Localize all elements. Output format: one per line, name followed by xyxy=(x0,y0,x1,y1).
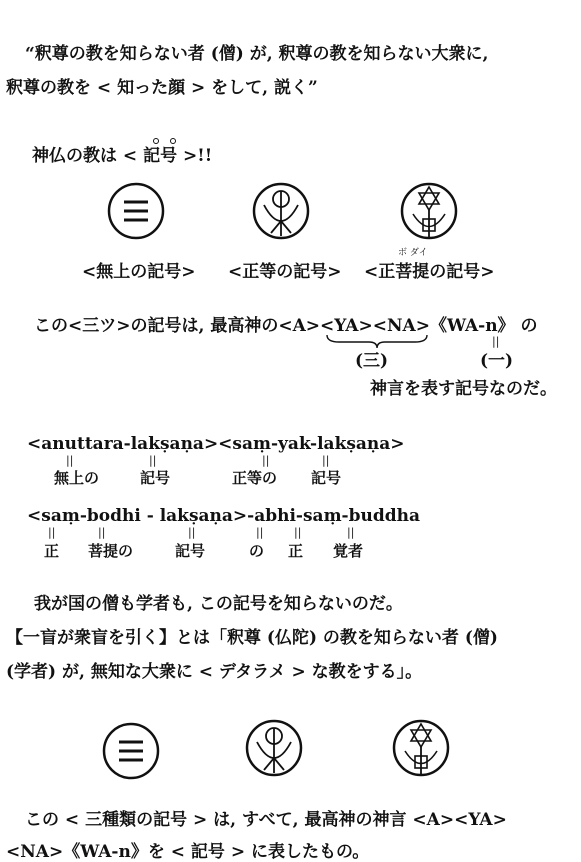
emphasis-dot xyxy=(170,138,176,144)
paragraph-line-1: 我が国の僧も学者も, この記号を知らないのだ。 xyxy=(34,594,403,614)
gloss-2a: 正 xyxy=(44,542,60,560)
bracket-label-three: (三) xyxy=(355,351,389,371)
equals-mark: || xyxy=(149,454,157,467)
equals-mark: || xyxy=(294,526,302,539)
equals-mark: || xyxy=(188,526,196,539)
circle-seed-symbol-icon xyxy=(244,718,304,778)
emphasis-dot xyxy=(153,138,159,144)
sanskrit-line-2: <saṃ-bodhi - lakṣaṇa>-abhi-saṃ-buddha xyxy=(27,506,421,526)
equals-mark: || xyxy=(256,526,264,539)
paragraph-line-2: 【一盲が衆盲を引く】とは「釈尊 (仏陀) の教を知らない者 (僧) xyxy=(6,628,498,648)
equals-mark: || xyxy=(347,526,355,539)
gloss-1b: 記号 xyxy=(140,469,171,487)
opening-quote-line-1: “釈尊の教を知らない者 (僧) が, 釈尊の教を知らない大衆に, xyxy=(25,44,489,64)
equals-mark: || xyxy=(262,454,270,467)
equals-mark: || xyxy=(98,526,106,539)
star-seed-symbol-icon xyxy=(399,181,459,241)
equals-mark: || xyxy=(322,454,330,467)
final-line-2: <NA>《WA-n》を < 記号 > に表したもの。 xyxy=(6,842,370,862)
equals-mark: || xyxy=(48,526,56,539)
gloss-1a: 無上の xyxy=(54,469,100,487)
paragraph-line-3: (学者) が, 無知な大衆に < デタラメ > な教をする」。 xyxy=(6,662,423,682)
ruby-text: ボ ダイ xyxy=(398,248,428,258)
opening-quote-line-2: 釈尊の教を < 知った顔 > をして, 説く” xyxy=(6,78,318,98)
three-lines-symbol-icon xyxy=(101,721,161,781)
final-line-1: この < 三種類の記号 > は, すべて, 最高神の神言 <A><YA> xyxy=(25,810,507,830)
gloss-1d: 記号 xyxy=(311,469,342,487)
gloss-2e: 正 xyxy=(288,542,304,560)
gloss-2c: 記号 xyxy=(175,542,206,560)
three-lines-symbol-icon xyxy=(106,181,166,241)
section-heading: 神仏の教は < 記号 >!! xyxy=(32,146,213,166)
bracket-label-one: (一) xyxy=(480,351,514,371)
equals-mark: || xyxy=(492,335,500,348)
bracket-mark xyxy=(325,333,429,349)
sanskrit-line-1: <anuttara-lakṣaṇa><saṃ-yak-lakṣaṇa> xyxy=(27,434,405,454)
circle-seed-symbol-icon xyxy=(251,181,311,241)
equals-mark: || xyxy=(66,454,74,467)
gloss-2b: 菩提の xyxy=(88,542,134,560)
gloss-1c: 正等の xyxy=(232,469,278,487)
symbol-sentence-2: 神言を表す記号なのだ。 xyxy=(370,379,557,399)
caption-shobodai: <正菩提の記号> xyxy=(364,262,495,282)
caption-shoto: <正等の記号> xyxy=(228,262,342,282)
star-seed-symbol-icon xyxy=(391,718,451,778)
caption-muj0: <無上の記号> xyxy=(82,262,196,282)
symbol-sentence-1: この<三ツ>の記号は, 最高神の<A><YA><NA>《WA-n》 の xyxy=(34,316,538,336)
gloss-2d: の xyxy=(249,542,265,560)
gloss-2f: 覚者 xyxy=(333,542,364,560)
